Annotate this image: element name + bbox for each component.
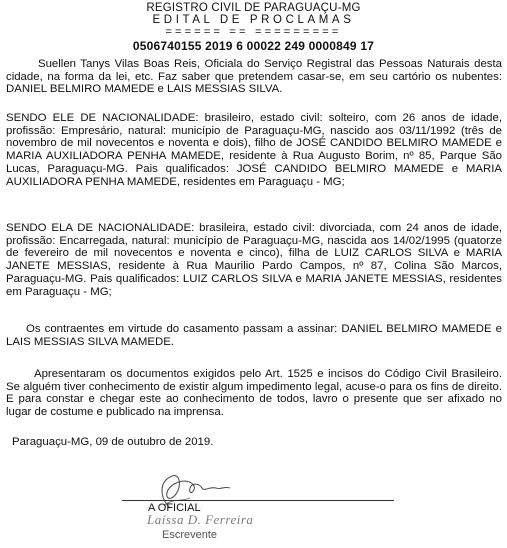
place-and-date: Paraguaçu-MG, 09 de outubro de 2019.: [12, 436, 214, 448]
registration-number: 0506740155 2019 6 00022 249 0000849 17: [132, 39, 375, 53]
groom-paragraph: [6, 112, 502, 188]
groom-heading: SENDO ELE DE NACIONALIDADE: [6, 112, 196, 124]
bride-details: : brasileira, estado civil: divorciada, com 24 anos de idade, profissão: Encarregada, natural: município de Paraguaçu-MG, nascida aos 14/02/1995 (quatorze de fevereiro de mil novecentos e noventa e cinco), filha de LUIZ CARLOS SILVA e MARIA JANETE MESSIAS, residente à Rua Maurilio Pardo Campos, nº 87, Colina São Marcos, Paraguaçu-MG. Pais qualificados: LUIZ CARLOS SILVA e MARIA JANETE MESSIAS, residentes em Paraguaçu - MG;: [6, 222, 502, 298]
groom-details: : brasileiro, estado civil: solteiro, com 26 anos de idade, profissão: Empresário, natural: município de Paraguaçu-MG, nascido aos 03/11/1992 (três de novembro de mil novecentos e noventa e dois), filho de JOSÉ CANDIDO BELMIRO MAMEDE e MARIA AUXILIADORA PENHA MAMEDE, residente à Rua Augusto Borim, nº 85, Parque São Lucas, Paraguaçu-MG. Pais qualificados: JOSÉ CANDIDO BELMIRO MAMEDE e MARIA AUXILIADORA PENHA MAMEDE, residentes em Paraguaçu - MG;: [6, 112, 502, 188]
bride-paragraph: [6, 222, 502, 298]
edict-title: EDITAL DE PROCLAMAS: [152, 14, 355, 26]
documents-paragraph: Apresentaram os documentos exigidos pelo Art. 1525 e incisos do Código Civil Brasileiro. Se alguém tiver conhecimento de existir algum impedimento legal, acuse-o para os fins de direito. E para constar e chegar este ao conhecimento de todos, lavro o presente que ser afixado no lugar de costume e publicado na imprensa.: [6, 368, 502, 419]
signatory-role: Escrevente: [162, 529, 218, 541]
signatory-title: A OFICIAL: [148, 502, 201, 514]
bride-heading: SENDO ELA DE NACIONALIDADE: [6, 222, 192, 234]
married-names-paragraph: Os contraentes em virtude do casamento passam a assinar: DANIEL BELMIRO MAMEDE e LAIS MESSIAS SILVA MAMEDE.: [6, 323, 502, 348]
signatory-name: Laíssa D. Ferreira: [147, 512, 254, 527]
intro-paragraph: Suellen Tanys Vilas Boas Reis, Oficiala do Serviço Registral das Pessoas Naturais desta cidade, na forma da lei, etc. Faz saber que pretendem casar-se, em seu cartório os nubentes: DANIEL BELMIRO MAMEDE e LAIS MESSIAS SILVA.: [6, 58, 502, 96]
edict-title-underline: ====== == =========: [165, 26, 342, 38]
signature-line: [122, 500, 394, 501]
registry-office-title: REGISTRO CIVIL DE PARAGUAÇU-MG: [146, 2, 361, 14]
